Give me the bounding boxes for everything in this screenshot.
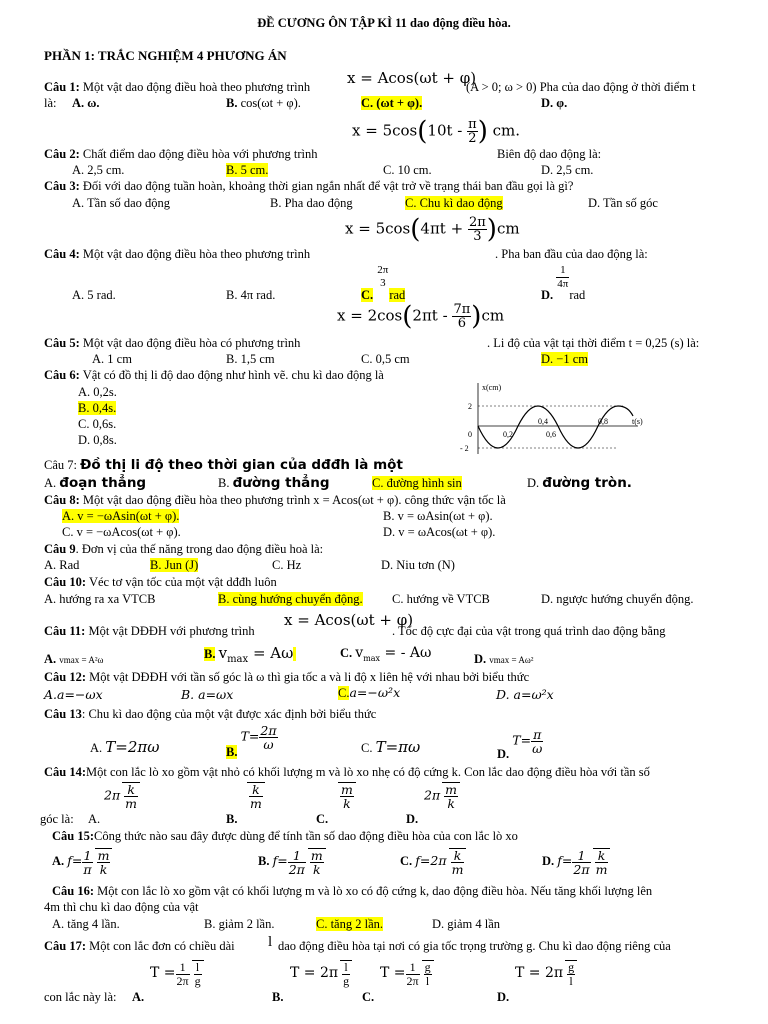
option-b[interactable]: B. 4π rad.: [226, 288, 276, 302]
option-a[interactable]: A. tăng 4 lần.: [52, 917, 120, 931]
option-a[interactable]: A. hướng ra xa VTCB: [44, 592, 156, 606]
question-2: Câu 2: Chất điểm dao động điều hòa với phương trình: [44, 147, 318, 161]
tick-label-0-2: 0,2: [503, 430, 513, 439]
t-axis-label: t(s): [632, 417, 643, 426]
tick-label-0: 0: [468, 430, 472, 439]
formula: x = Acos(ωt + φ): [284, 611, 414, 629]
option-c[interactable]: C. 0,6s.: [78, 417, 117, 431]
option-b[interactable]: B. v = ωAsin(ωt + φ).: [383, 509, 493, 523]
option-c[interactable]: C. hướng về VTCB: [392, 592, 490, 606]
option-d[interactable]: D. giảm 4 lần: [432, 917, 501, 931]
option-c-label: C.: [316, 812, 329, 826]
option-a[interactable]: 2π $\frac{k}{m}$: [104, 782, 140, 810]
question-text-cont: . Li độ của vật tại thời điểm t = 0,25 (s) là:: [487, 336, 700, 350]
option-a[interactable]: A. ω.: [72, 96, 100, 110]
formula: x = 5cos(10t - $\frac{\pi}{2}$ ) cm.: [352, 116, 521, 147]
document-title: ĐỀ CƯƠNG ÔN TẬP KÌ 11 dao động điều hòa.: [257, 16, 511, 30]
option-a[interactable]: A. đoạn thẳng: [44, 475, 147, 491]
option-b-label: B.: [272, 990, 284, 1004]
question-15: Câu 15:Công thức nào sau đây được dùng để tính tần số dao động điều hòa của con lắc lò xo: [52, 829, 518, 843]
option-b[interactable]: B. cos(ωt + φ).: [226, 96, 301, 110]
option-c[interactable]: C. f=2π $\frac{k}{m}$: [400, 848, 466, 876]
option-b-correct[interactable]: B. 0,4s.: [78, 401, 117, 415]
option-a[interactable]: T = $\frac{1}{2\pi}$ $\frac{l}{g}$: [150, 960, 204, 988]
option-b[interactable]: $\frac{k}{m}$: [245, 782, 265, 810]
option-a-label: A.: [132, 990, 145, 1004]
formula: x = 5cos(4πt + $\frac{2\pi}{3}$ )cm: [345, 214, 520, 245]
option-c[interactable]: C. 0,5 cm: [361, 352, 410, 366]
option-a[interactable]: A. T=2πω: [90, 738, 160, 756]
option-b-correct[interactable]: B. T= $\frac{2\pi}{\omega}$: [226, 723, 277, 760]
formula: x = 2cos(2πt - $\frac{7\pi}{6}$ )cm: [337, 301, 505, 332]
question-text-cont: con lắc này là:: [44, 990, 117, 1004]
option-d-label: D.: [406, 812, 419, 826]
option-c-correct[interactable]: C. Chu kì dao động: [405, 196, 503, 210]
sine-curve: [478, 406, 633, 448]
option-c[interactable]: C. Hz: [272, 558, 302, 572]
option-a[interactable]: A. 2,5 cm.: [72, 163, 125, 177]
option-d[interactable]: D. 2,5 cm.: [541, 163, 594, 177]
oscillation-graph: [458, 378, 648, 458]
section-heading: PHẦN 1: TRẮC NGHIỆM 4 PHƯƠNG ÁN: [44, 48, 287, 63]
option-d[interactable]: T = 2π $\frac{g}{l}$: [515, 960, 577, 988]
option-b-correct[interactable]: B. Jun (J): [150, 558, 199, 572]
option-b[interactable]: B. Pha dao động: [270, 196, 353, 210]
option-d-correct[interactable]: D. −1 cm: [541, 352, 588, 366]
question-17: Câu 17: Một con lắc đơn có chiều dài: [44, 939, 235, 953]
option-c-label: C.: [362, 990, 375, 1004]
question-14: Câu 14:Một con lắc lò xo gồm vật nhỏ có khối lượng m và lò xo nhẹ có độ cứng k. Con lắc dao động điều hòa với tần số: [44, 765, 650, 779]
option-a[interactable]: A. Tần số dao động: [72, 196, 171, 210]
option-a-correct[interactable]: A. v = −ωAsin(ωt + φ).: [62, 509, 180, 523]
option-d[interactable]: D. Tần số góc: [588, 196, 658, 210]
question-text-cont: 4m thì chu kì dao động của vật: [44, 900, 199, 914]
question-text-cont: dao động điều hòa tại nơi có gia tốc trọng trường g. Chu kì dao động riêng của: [278, 939, 671, 953]
option-c[interactable]: $\frac{m}{k}$: [336, 782, 356, 810]
option-b[interactable]: B. 1,5 cm: [226, 352, 275, 366]
option-c[interactable]: T = $\frac{1}{2\pi}$ $\frac{g}{l}$: [380, 960, 434, 988]
question-11: Câu 11: Một vật DĐĐH với phương trình: [44, 624, 255, 638]
option-c-correct[interactable]: C. tăng 2 lần.: [316, 917, 384, 931]
option-c-correct[interactable]: C. (ωt + φ).: [361, 96, 423, 110]
question-5: Câu 5: Một vật dao động điều hòa có phương trình: [44, 336, 301, 350]
question-text-cont: Biên độ dao động là:: [497, 147, 602, 161]
option-d[interactable]: D. a=ω²x: [496, 687, 554, 702]
tick-label-2: 2: [468, 402, 472, 411]
option-d[interactable]: 2π $\frac{m}{k}$: [424, 782, 460, 810]
option-d[interactable]: D. đường tròn.: [527, 475, 632, 491]
formula: x = Acos(ωt + φ): [347, 69, 477, 87]
y-axis-label: x(cm): [482, 383, 502, 392]
option-a-label: A.: [88, 812, 101, 826]
question-4: Câu 4: Một vật dao động điều hòa theo phương trình: [44, 247, 311, 261]
question-3: Câu 3: Đối với dao động tuần hoàn, khoảng thời gian ngắn nhất để vật trở về trạng thái ban đầu gọi là gì?: [44, 179, 574, 193]
option-c-correct[interactable]: C. 2π 3 rad: [361, 264, 406, 302]
question-text-cont: (A > 0; ω > 0) Pha của dao động ở thời điểm t: [466, 80, 696, 94]
option-b[interactable]: B. a=ωx: [181, 687, 234, 702]
option-a[interactable]: A. vmax = A²ω: [44, 652, 104, 666]
option-d[interactable]: D. v = ωAcos(ωt + φ).: [383, 525, 496, 539]
option-d-label: D.: [497, 990, 510, 1004]
question-text-cont: . Tốc độ cực đại của vật trong quá trình dao động bằng: [392, 624, 666, 638]
question-12: Câu 12: Một vật DĐĐH với tần số góc là ω thì gia tốc a và li độ x liên hệ với nhau bởi biểu thức: [44, 670, 530, 684]
tick-label-0-8: 0,8: [598, 417, 608, 426]
option-d[interactable]: D. vmax = Aω²: [474, 652, 534, 666]
question-label: Câu 1:: [44, 80, 80, 94]
option-a[interactable]: A.a=−ωx: [44, 687, 103, 702]
option-b[interactable]: T = 2π $\frac{l}{g}$: [290, 960, 352, 988]
question-1: [44, 80, 310, 94]
question-9: Câu 9. Đơn vị của thế năng trong dao động điều hoà là:: [44, 542, 324, 556]
question-16: Câu 16: Một con lắc lò xo gồm vật có khối lượng m và lò xo có độ cứng k, dao động điều hòa. Nếu tăng khối lượng lên: [52, 884, 653, 898]
question-6: Câu 6: Vật có đồ thị li độ dao động như hình vẽ. chu kì dao động là: [44, 368, 384, 382]
tick-label-minus-2: - 2: [460, 444, 469, 453]
question-text-cont: . Pha ban đầu của dao động là:: [495, 247, 648, 261]
option-b-correct[interactable]: B. cùng hướng chuyển động.: [218, 592, 363, 606]
option-d[interactable]: D. $\frac{1}{4\pi}$ rad: [541, 264, 586, 302]
option-c[interactable]: C. 10 cm.: [383, 163, 432, 177]
question-10: Câu 10: Véc tơ vận tốc của một vật dđđh luôn: [44, 575, 277, 589]
option-b[interactable]: B. f= $\frac{1}{2\pi}$ $\frac{m}{k}$: [258, 848, 326, 876]
option-b-correct[interactable]: B. $v_{max} = A\omega$: [204, 646, 296, 667]
option-b-label: B.: [226, 812, 238, 826]
option-c[interactable]: C. T=πω: [361, 738, 421, 756]
question-text: Một vật dao động điều hoà theo phương trình: [82, 80, 311, 94]
question-text-cont: là:: [44, 96, 57, 110]
option-d[interactable]: D. 0,8s.: [78, 433, 117, 447]
option-a[interactable]: A. 5 rad.: [72, 288, 116, 302]
option-b[interactable]: B. giảm 2 lần.: [204, 917, 275, 931]
length-symbol: l: [268, 934, 273, 950]
question-7: Câu 7: Đồ thị li độ theo thời gian của dđđh là một: [44, 457, 403, 473]
option-a[interactable]: A. f= $\frac{1}{\pi}$ $\frac{m}{k}$: [52, 848, 112, 876]
question-13: Câu 13: Chu kì dao động của một vật được xác định bởi biểu thức: [44, 707, 377, 721]
option-c-correct[interactable]: C.a=−ω²x: [338, 685, 401, 700]
question-8: Câu 8: Một vật dao động điều hòa theo phương trình x = Acos(ωt + φ). công thức vận tốc là: [44, 493, 506, 507]
option-c-correct[interactable]: C. đường hình sin: [372, 476, 462, 490]
option-a[interactable]: A. 1 cm: [92, 352, 132, 366]
option-b[interactable]: B. đường thẳng: [218, 475, 330, 491]
option-b-correct[interactable]: B. 5 cm.: [226, 163, 269, 177]
tick-label-0-6: 0,6: [546, 430, 556, 439]
option-c[interactable]: C. v = −ωAcos(ωt + φ).: [62, 525, 181, 539]
option-c[interactable]: C. $v_{max}$ = - Aω: [340, 645, 432, 663]
option-d[interactable]: D. ngược hướng chuyển động.: [541, 592, 694, 606]
option-d[interactable]: D. T= $\frac{\pi}{\omega}$: [497, 727, 543, 762]
tick-label-0-4: 0,4: [538, 417, 548, 426]
option-d[interactable]: D. f= $\frac{1}{2\pi}$ $\frac{k}{m}$: [542, 848, 610, 876]
question-text-cont: góc là:: [40, 812, 74, 826]
option-a[interactable]: A. Rad: [44, 558, 80, 572]
option-d[interactable]: D. φ.: [541, 96, 568, 110]
option-a[interactable]: A. 0,2s.: [78, 385, 117, 399]
question-label: Câu 2:: [44, 147, 80, 161]
option-d[interactable]: D. Niu tơn (N): [381, 558, 455, 572]
